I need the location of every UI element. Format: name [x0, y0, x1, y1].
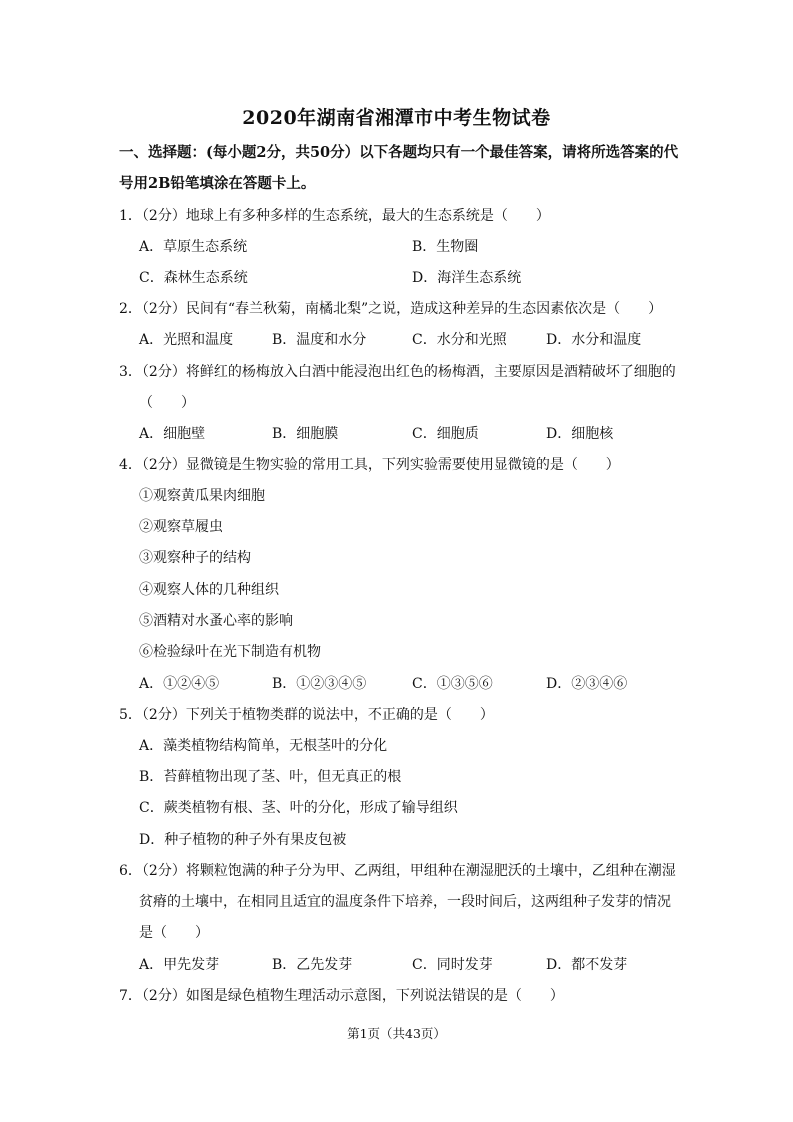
- q4-item-6: ⑥检验绿叶在光下制造有机物: [139, 644, 321, 660]
- q6-stem-cont-1: 贫瘠的土壤中，在相同且适宜的温度条件下培养，一段时间后，这两组种子发芽的情况: [139, 894, 671, 910]
- q6-option-b: B．乙先发芽: [272, 957, 353, 973]
- q1-option-c: C．森林生态系统: [139, 270, 248, 286]
- q5-stem: 5．（2分）下列关于植物类群的说法中，不正确的是（ ）: [119, 707, 494, 723]
- section-line-2: 号用2B铅笔填涂在答题卡上。: [119, 175, 316, 192]
- q4-item-1: ①观察黄瓜果肉细胞: [139, 488, 265, 504]
- q3-stem: 3．（2分）将鲜红的杨梅放入白酒中能浸泡出红色的杨梅酒，主要原因是酒精破坏了细胞的: [119, 364, 676, 380]
- section-instructions: [119, 137, 689, 199]
- q3-stem-cont: （ ）: [139, 395, 195, 411]
- page-footer: 第1页（共43页）: [347, 1026, 446, 1041]
- q4-option-d: D．②③④⑥: [546, 676, 628, 692]
- q2-option-b: B．温度和水分: [272, 332, 367, 348]
- q1-option-d: D．海洋生态系统: [412, 270, 522, 286]
- q6-stem: 6．（2分）将颗粒饱满的种子分为甲、乙两组，甲组种在潮湿肥沃的土壤中，乙组种在潮湿: [119, 863, 676, 879]
- q5-option-a: A．藻类植物结构简单，无根茎叶的分化: [139, 738, 388, 754]
- q4-item-2: ②观察草履虫: [139, 519, 223, 535]
- q4-option-c: C．①③⑤⑥: [412, 676, 493, 692]
- q7-stem: 7．（2分）如图是绿色植物生理活动示意图，下列说法错误的是（ ）: [119, 988, 564, 1004]
- q1-option-b: B．生物圈: [412, 239, 479, 255]
- q3-option-d: D．细胞核: [546, 426, 614, 442]
- q6-option-a: A．甲先发芽: [139, 957, 220, 973]
- q3-option-b: B．细胞膜: [272, 426, 339, 442]
- page-title: 2020年湖南省湘潭市中考生物试卷: [242, 107, 551, 129]
- q1-stem: 1．（2分）地球上有多种多样的生态系统，最大的生态系统是（ ）: [119, 208, 550, 224]
- q5-option-d: D．种子植物的种子外有果皮包被: [139, 832, 347, 848]
- q6-option-c: C．同时发芽: [412, 957, 493, 973]
- q4-option-a: A．①②④⑤: [139, 676, 220, 692]
- q2-stem: 2．（2分）民间有“春兰秋菊，南橘北梨”之说，造成这种差异的生态因素依次是（ ）: [119, 301, 663, 317]
- q3-option-c: C．细胞质: [412, 426, 479, 442]
- q2-option-d: D．水分和温度: [546, 332, 642, 348]
- q6-stem-cont-2: 是（ ）: [139, 925, 209, 941]
- q5-option-b: B．苔藓植物出现了茎、叶，但无真正的根: [139, 769, 402, 785]
- section-line-1: 一、选择题：(每小题2分，共50分）以下各题均只有一个最佳答案，请将所选答案的代: [119, 144, 679, 161]
- q4-option-b: B．①②③④⑤: [272, 676, 367, 692]
- q1-option-a: A．草原生态系统: [139, 239, 248, 255]
- q5-option-c: C．蕨类植物有根、茎、叶的分化，形成了输导组织: [139, 800, 458, 816]
- q2-option-a: A．光照和温度: [139, 332, 234, 348]
- q4-item-4: ④观察人体的几种组织: [139, 582, 279, 598]
- q6-option-d: D．都不发芽: [546, 957, 628, 973]
- q3-option-a: A．细胞壁: [139, 426, 206, 442]
- q4-item-5: ⑤酒精对水蚤心率的影响: [139, 613, 293, 629]
- q2-option-c: C．水分和光照: [412, 332, 507, 348]
- q4-stem: 4．（2分）显微镜是生物实验的常用工具，下列实验需要使用显微镜的是（ ）: [119, 457, 620, 473]
- q4-item-3: ③观察种子的结构: [139, 550, 251, 566]
